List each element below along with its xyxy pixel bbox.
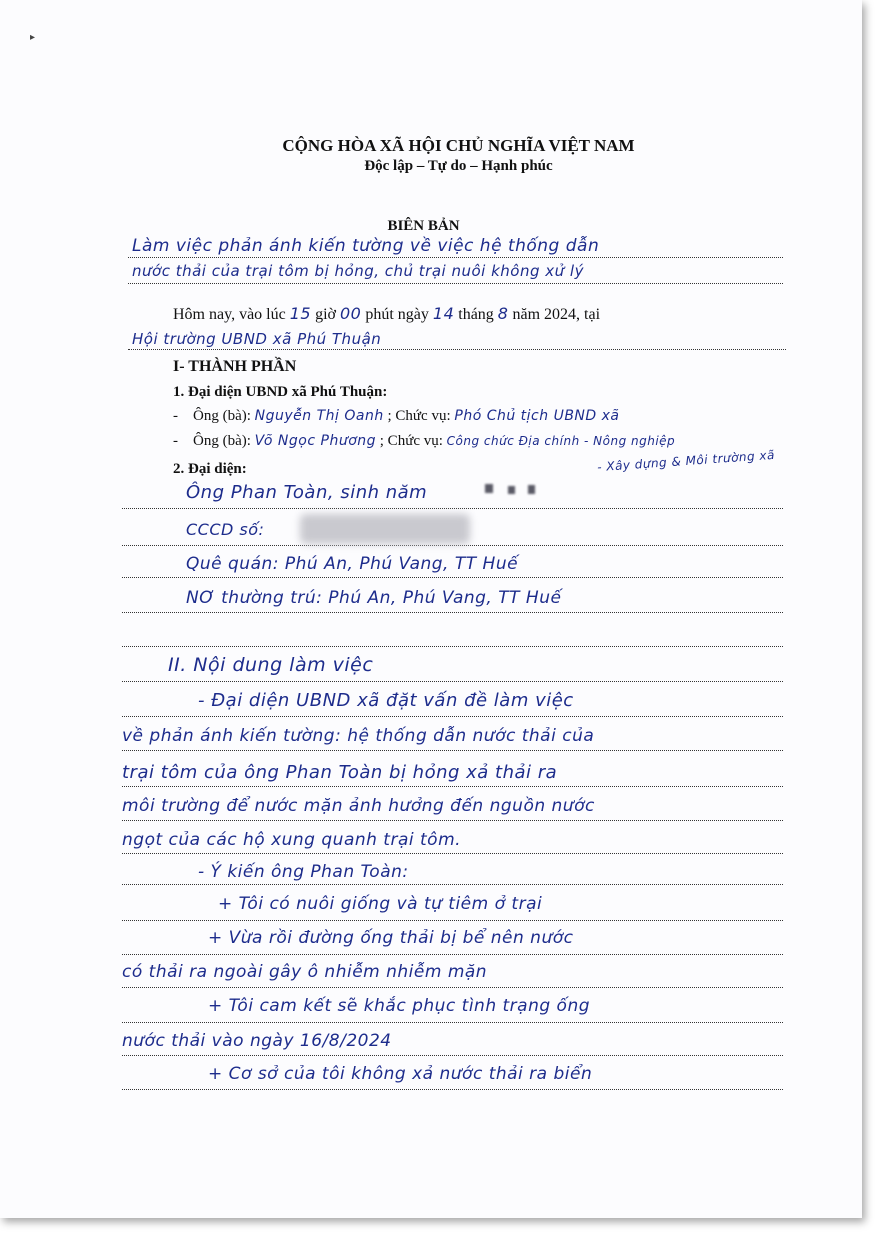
redacted-mark: [485, 484, 493, 493]
dotted-line: [122, 820, 783, 821]
dotted-line: [128, 349, 786, 350]
intro-line: [173, 304, 600, 324]
section-1-sub-1: 1. Đại diện UBND xã Phú Thuận:: [173, 384, 388, 400]
intro-text-4: tháng: [458, 306, 494, 323]
dotted-line: [122, 681, 783, 682]
intro-minute: 00: [339, 304, 362, 323]
section-2-heading: II. Nội dung làm việc: [168, 654, 374, 676]
role-label: ; Chức vụ:: [379, 433, 443, 449]
content-line: nước thải vào ngày 16/8/2024: [122, 1031, 392, 1051]
dotted-line: [122, 508, 783, 509]
dotted-line: [128, 257, 783, 258]
redacted-id: [300, 514, 470, 544]
dotted-line: [122, 716, 783, 717]
rep-hometown: Quê quán: Phú An, Phú Vang, TT Huế: [186, 554, 519, 574]
rep-id: CCCD số:: [186, 520, 265, 539]
intro-text-2: giờ: [315, 306, 336, 323]
intro-text-1: Hôm nay, vào lúc: [173, 306, 286, 323]
dotted-line: [122, 987, 783, 988]
rep-residence: NƠ thường trú: Phú An, Phú Vang, TT Huế: [186, 588, 562, 608]
nation-title: CỘNG HÒA XÃ HỘI CHỦ NGHĨA VIỆT NAM: [282, 136, 635, 155]
dotted-line: [128, 283, 783, 284]
member-name: Võ Ngọc Phương: [254, 433, 377, 449]
content-line: - Đại diện UBND xã đặt vấn đề làm việc: [198, 690, 574, 711]
content-line: môi trường để nước mặn ảnh hưởng đến nguồn nước: [122, 796, 595, 816]
member-name: Nguyễn Thị Oanh: [254, 408, 384, 424]
redacted-mark: [508, 486, 515, 494]
section-1-heading: I- THÀNH PHẦN: [173, 358, 297, 375]
intro-text-3: phút ngày: [365, 306, 429, 323]
content-line: trại tôm của ông Phan Toàn bị hỏng xả thải ra: [122, 762, 558, 783]
dotted-line: [122, 920, 783, 921]
rep-name: Ông Phan Toàn, sinh năm: [186, 482, 428, 503]
dash: -: [173, 433, 178, 449]
content-line: + Tôi cam kết sẽ khắc phục tình trạng ống: [208, 996, 591, 1016]
dotted-line: [122, 1089, 783, 1090]
redacted-mark: [528, 485, 535, 494]
dotted-line: [122, 786, 783, 787]
section-1-sub-2: 2. Đại diện:: [173, 461, 247, 477]
person-label: Ông (bà):: [193, 408, 251, 424]
dotted-line: [122, 577, 783, 578]
content-line: + Vừa rồi đường ống thải bị bể nên nước: [208, 928, 574, 948]
intro-hour: 15: [289, 304, 312, 323]
dotted-line: [122, 646, 783, 647]
dotted-line: [122, 750, 783, 751]
document-title: BIÊN BẢN: [387, 218, 460, 234]
member-role: Phó Chủ tịch UBND xã: [454, 408, 620, 424]
scan-speck: ▸: [30, 32, 36, 43]
dotted-line: [122, 884, 783, 885]
person-label: Ông (bà):: [193, 433, 251, 449]
content-line: có thải ra ngoài gây ô nhiễm nhiễm mặn: [122, 962, 488, 982]
member-row-2: [173, 433, 675, 450]
subject-line-1: Làm việc phản ánh kiến tường về việc hệ thống dẫn: [132, 236, 600, 256]
member-row-1: [173, 408, 620, 425]
role-label: ; Chức vụ:: [387, 408, 451, 424]
dotted-line: [122, 545, 783, 546]
dash: -: [173, 408, 178, 424]
intro-month: 8: [497, 304, 509, 323]
content-line: - Ý kiến ông Phan Toàn:: [198, 862, 409, 882]
subject-line-2: nước thải của trại tôm bị hỏng, chủ trại nuôi không xử lý: [132, 262, 584, 280]
motto: Độc lập – Tự do – Hạnh phúc: [364, 158, 553, 174]
content-line: về phản ánh kiến tường: hệ thống dẫn nước thải của: [122, 726, 595, 746]
meeting-place: Hội trường UBND xã Phú Thuận: [132, 330, 382, 348]
content-line: + Cơ sở của tôi không xả nước thải ra biển: [208, 1064, 593, 1084]
dotted-line: [122, 853, 783, 854]
member-role-continued: - Xây dựng & Môi trường xã: [596, 447, 776, 475]
content-line: ngọt của các hộ xung quanh trại tôm.: [122, 830, 462, 850]
intro-day: 14: [432, 304, 455, 323]
dotted-line: [122, 1022, 783, 1023]
dotted-line: [122, 612, 783, 613]
intro-text-5: năm 2024, tại: [512, 306, 601, 323]
dotted-line: [122, 1055, 783, 1056]
content-line: + Tôi có nuôi giống và tự tiêm ở trại: [218, 894, 543, 914]
member-role: Công chức Địa chính - Nông nghiệp: [446, 434, 676, 448]
dotted-line: [122, 954, 783, 955]
